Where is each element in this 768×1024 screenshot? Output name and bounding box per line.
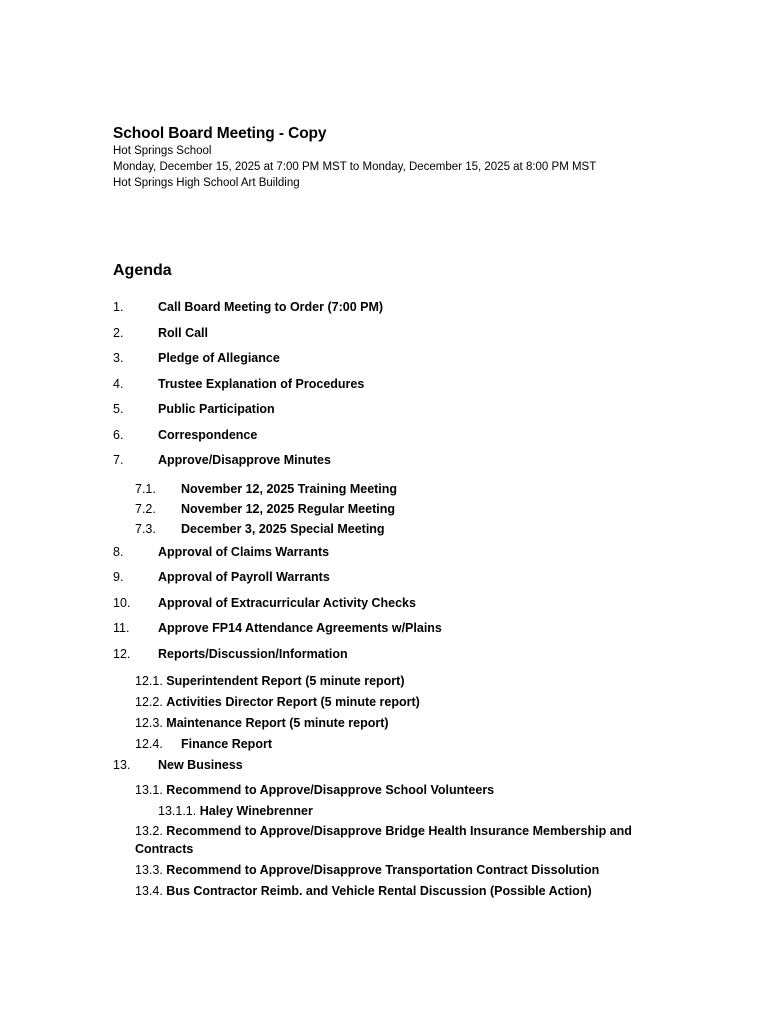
agenda-item-number: 4. — [113, 377, 124, 391]
agenda-subitem-number: 13.3. — [135, 863, 163, 877]
agenda-subitem-label: Recommend to Approve/Disapprove Bridge Health Insurance Membership and Contracts — [135, 824, 632, 856]
agenda-item-label: Pledge of Allegiance — [158, 351, 280, 365]
page-title: School Board Meeting - Copy — [113, 125, 327, 142]
agenda-subitem-label: November 12, 2025 Training Meeting — [181, 482, 398, 496]
agenda-subitem-label: Recommend to Approve/Disapprove Transportation Contract Dissolution — [166, 863, 600, 877]
agenda-subitem-number: 13.4. — [135, 884, 163, 898]
agenda-item-label: New Business — [158, 758, 243, 772]
agenda-subitem — [135, 882, 592, 900]
agenda-item-number: 12. — [113, 647, 131, 661]
agenda-subitem-number: 7.2. — [135, 502, 156, 516]
agenda-subitem-number: 7.1. — [135, 482, 156, 496]
agenda-subitem-number: 13.1.1. — [158, 804, 197, 818]
agenda-subitem — [135, 861, 599, 879]
agenda-subsubitem — [158, 802, 313, 820]
agenda-subitem — [135, 693, 420, 711]
agenda-subitem-number: 12.1. — [135, 674, 163, 688]
agenda-subitem-label: Finance Report — [181, 737, 272, 751]
agenda-item-label: Approve/Disapprove Minutes — [158, 453, 331, 467]
agenda-subitem-label: Bus Contractor Reimb. and Vehicle Rental Discussion (Possible Action) — [166, 884, 592, 898]
agenda-subitem — [135, 822, 655, 858]
agenda-subitem — [135, 714, 389, 732]
agenda-subitem-label: Haley Winebrenner — [199, 804, 313, 818]
agenda-subitem-label: Activities Director Report (5 minute report) — [166, 695, 420, 709]
agenda-item-label: Call Board Meeting to Order (7:00 PM) — [158, 300, 384, 314]
agenda-subitem — [135, 672, 405, 690]
agenda-item-number: 11. — [113, 621, 130, 635]
agenda-item-number: 3. — [113, 351, 124, 365]
meeting-header — [113, 124, 713, 191]
agenda-item-number: 5. — [113, 402, 124, 416]
agenda-item-number: 6. — [113, 428, 124, 442]
agenda-item-label: Correspondence — [158, 428, 258, 442]
agenda-item-label: Trustee Explanation of Procedures — [158, 377, 365, 391]
agenda-item-label: Reports/Discussion/Information — [158, 647, 348, 661]
agenda-subitem-number: 12.3. — [135, 716, 163, 730]
agenda-subitem-label: Maintenance Report (5 minute report) — [166, 716, 389, 730]
agenda-item-number: 9. — [113, 570, 124, 584]
agenda-item-number: 1. — [113, 300, 124, 314]
agenda-subitem-number: 13.2. — [135, 824, 163, 838]
agenda-heading: Agenda — [113, 262, 172, 279]
agenda-subitem-label: November 12, 2025 Regular Meeting — [181, 502, 395, 516]
agenda-subitem-number: 12.4. — [135, 737, 163, 751]
agenda-item-label: Approval of Claims Warrants — [158, 545, 330, 559]
agenda-item-label: Approve FP14 Attendance Agreements w/Plains — [158, 621, 442, 635]
agenda-item-label: Roll Call — [158, 326, 209, 340]
agenda-subitem-number: 13.1. — [135, 783, 163, 797]
agenda-item-number: 13. — [113, 758, 131, 772]
agenda-subitem — [135, 781, 494, 799]
meeting-datetime: Monday, December 15, 2025 at 7:00 PM MST to Monday, December 15, 2025 at 8:00 PM MST — [113, 161, 597, 173]
agenda-subitem-number: 7.3. — [135, 522, 156, 536]
agenda-subitem-label: Superintendent Report (5 minute report) — [166, 674, 405, 688]
agenda-subitem-number: 12.2. — [135, 695, 163, 709]
agenda-subitem-label: December 3, 2025 Special Meeting — [181, 522, 385, 536]
agenda-item-label: Approval of Extracurricular Activity Checks — [158, 596, 416, 610]
meeting-location: Hot Springs High School Art Building — [113, 177, 300, 189]
agenda-item-number: 2. — [113, 326, 124, 340]
agenda-item-number: 8. — [113, 545, 124, 559]
agenda-item-label: Public Participation — [158, 402, 275, 416]
agenda-subitem-label: Recommend to Approve/Disapprove School Volunteers — [166, 783, 495, 797]
agenda-item-label: Approval of Payroll Warrants — [158, 570, 330, 584]
agenda-item-number: 10. — [113, 596, 131, 610]
agenda-item-number: 7. — [113, 453, 124, 467]
organization-name: Hot Springs School — [113, 145, 212, 157]
